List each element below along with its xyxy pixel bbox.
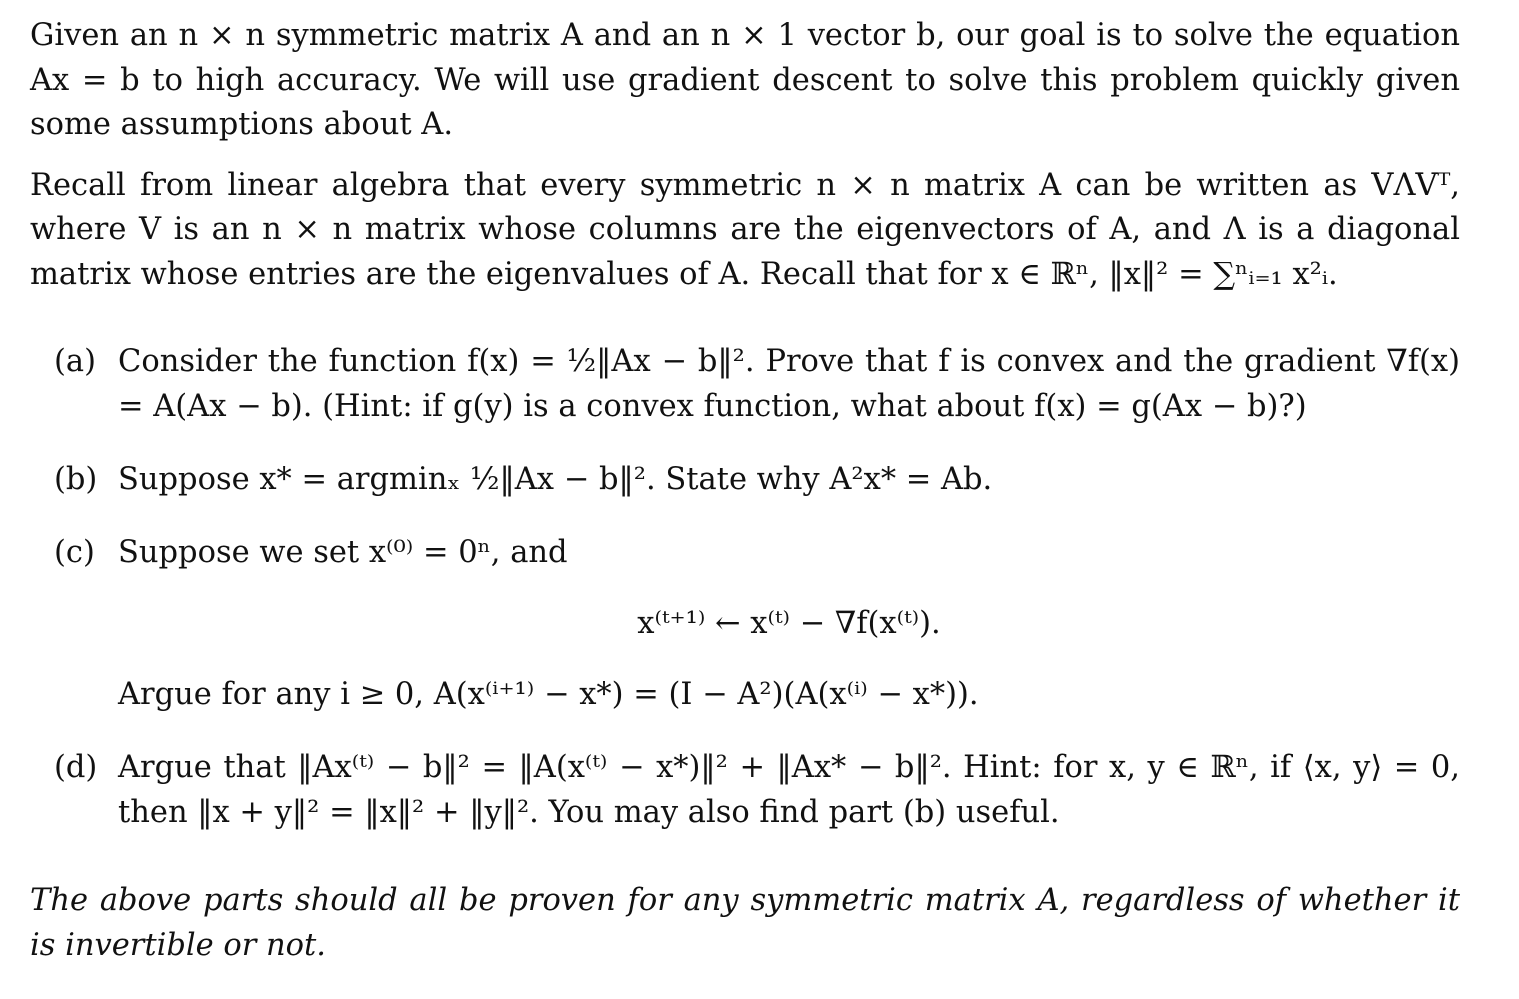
part-d — [30, 745, 1470, 835]
parts-list — [30, 339, 1470, 835]
part-text: Consider the function f(x) = ½‖Ax − b‖². Prove that f is convex and the gradient ∇f(x) = A(Ax − b). (Hint: if g(y) is a convex function, what about f(x) = g(Ax − b)?) — [118, 344, 1470, 424]
part-text: Suppose x* = argminₓ ½‖Ax − b‖². State why A²x* = Ab. — [118, 462, 993, 497]
update-rule-equation: x⁽ᵗ⁺¹⁾ ← x⁽ᵗ⁾ − ∇f(x⁽ᵗ⁾). — [637, 606, 941, 641]
part-label: (d) — [54, 750, 98, 785]
part-text: Argue that ‖Ax⁽ᵗ⁾ − b‖² = ‖A(x⁽ᵗ⁾ − x*)‖² + ‖Ax* − b‖². Hint: for x, y ∈ ℝⁿ, if ⟨x, y⟩ = 0, then ‖x + y‖² = ‖x‖² + ‖y‖². You may also find part (b) useful. — [118, 750, 1470, 830]
problem-statement — [30, 14, 1470, 999]
intro-paragraph-1: Given an n × n symmetric matrix A and an n × 1 vector b, our goal is to solve the equation Ax = b to high accuracy. We will use gradient descent to solve this problem quickly given some assumptions about A. — [30, 18, 1470, 142]
part-label: (b) — [54, 462, 98, 497]
part-a — [30, 339, 1470, 429]
part-c — [30, 530, 1460, 717]
intro-paragraph-2: Recall from linear algebra that every symmetric n × n matrix A can be written as VΛVᵀ, where V is an n × n matrix whose columns are the eigenvectors of A, and Λ is a diagonal matrix whose entries are the eigenvalues of A. Recall that for x ∈ ℝⁿ, ‖x‖² = ∑ⁿᵢ₌₁ x²ᵢ. — [30, 167, 1470, 292]
part-text: Suppose we set x⁽⁰⁾ = 0ⁿ, and — [118, 535, 568, 570]
part-label: (a) — [54, 344, 96, 379]
part-text-after: Argue for any i ≥ 0, A(x⁽ⁱ⁺¹⁾ − x*) = (I − A²)(A(x⁽ⁱ⁾ − x*)). — [118, 677, 979, 712]
part-b — [30, 457, 1460, 502]
part-label: (c) — [54, 535, 95, 570]
closing-note: The above parts should all be proven for any symmetric matrix A, regardless of whether it is invertible or not. — [30, 883, 1470, 963]
